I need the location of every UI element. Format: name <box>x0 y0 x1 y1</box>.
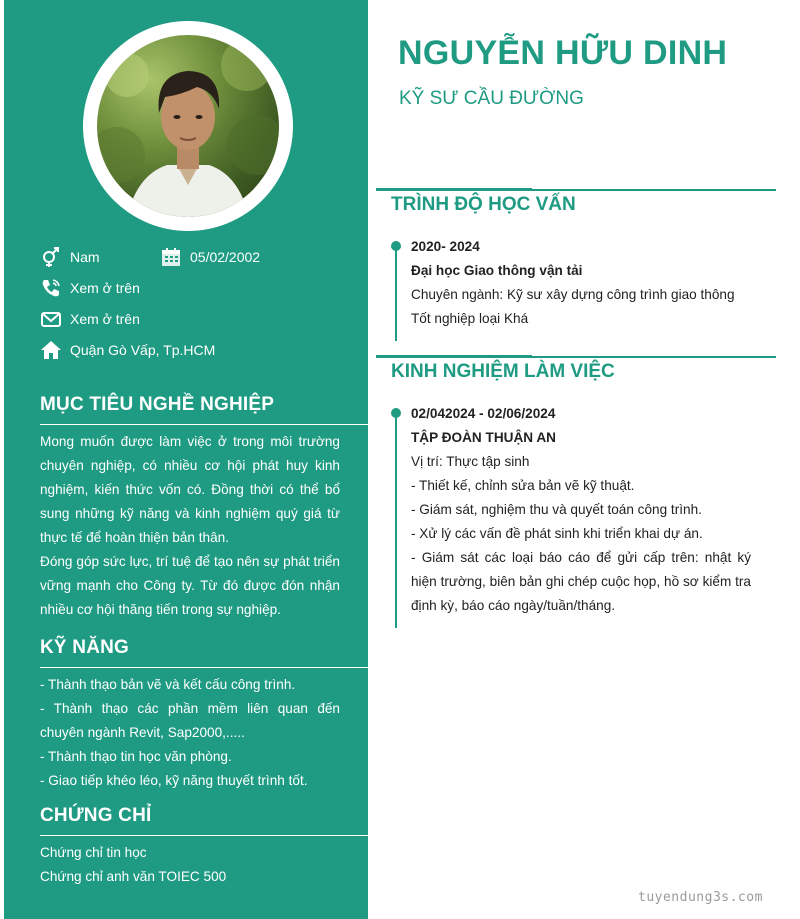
certificates-rule <box>40 835 372 836</box>
skills-title: KỸ NĂNG <box>40 637 130 658</box>
phone-value: Xem ở trên <box>70 280 140 296</box>
education-grade: Tốt nghiệp loại Khá <box>411 311 529 326</box>
experience-timeline-dot <box>391 408 401 418</box>
certificates-list <box>40 841 340 889</box>
gender-icon <box>40 246 62 268</box>
certificate-item: Chứng chỉ tin học <box>40 845 147 860</box>
address-value: Quận Gò Vấp, Tp.HCM <box>70 342 216 358</box>
education-rule-accent <box>376 188 532 191</box>
email-row <box>40 308 140 330</box>
avatar <box>97 35 279 217</box>
avatar-frame <box>83 21 293 231</box>
objective-paragraph: Mong muốn được làm việc ở trong môi trường chuyên nghiệp, có nhiều cơ hội phát huy kinh nghiệm, kiến thức vốn có. Đồng thời có thể bổ sung những kỹ năng và kinh nghiệm quý giá từ thực tế để hoàn thiện bản thân. <box>40 434 340 545</box>
education-period: 2020- 2024 <box>411 239 480 254</box>
experience-entry <box>411 402 751 618</box>
objective-paragraph: Đóng góp sức lực, trí tuệ để tạo nên sự phát triển vững mạnh cho Công ty. Từ đó được đón nhận nhiều cơ hội thăng tiến trong sự nghiệp. <box>40 554 340 617</box>
sidebar <box>4 0 368 919</box>
experience-timeline <box>395 412 397 628</box>
certificates-title: CHỨNG CHỈ <box>40 805 152 826</box>
experience-duty: - Xử lý các vấn đề phát sinh khi triển khai dự án. <box>411 526 703 541</box>
experience-duty: - Thiết kế, chỉnh sửa bản vẽ kỹ thuật. <box>411 478 635 493</box>
education-title: TRÌNH ĐỘ HỌC VẤN <box>391 194 576 215</box>
education-school: Đại học Giao thông vận tải <box>411 263 583 278</box>
experience-company: TẬP ĐOÀN THUẬN AN <box>411 430 556 445</box>
education-entry <box>411 235 751 331</box>
objective-rule <box>40 424 372 425</box>
skills-list <box>40 673 340 793</box>
education-major: Chuyên ngành: Kỹ sư xây dựng công trình giao thông <box>411 287 735 302</box>
email-icon <box>40 308 62 330</box>
home-icon <box>40 339 62 361</box>
phone-row <box>40 277 140 299</box>
calendar-icon <box>160 246 182 268</box>
objective-text <box>40 430 340 622</box>
address-row <box>40 339 215 361</box>
education-timeline-dot <box>391 241 401 251</box>
candidate-name: NGUYỄN HỮU DINH <box>398 34 728 72</box>
experience-period: 02/042024 - 02/06/2024 <box>411 406 556 421</box>
education-timeline <box>395 245 397 341</box>
experience-duty: - Giám sát, nghiệm thu và quyết toán công trình. <box>411 502 702 517</box>
objective-title: MỤC TIÊU NGHỀ NGHIỆP <box>40 394 275 415</box>
skill-item: - Thành thạo bản vẽ và kết cấu công trình. <box>40 677 296 692</box>
birthday-row <box>160 246 260 268</box>
experience-title: KINH NGHIỆM LÀM VIỆC <box>391 361 615 382</box>
experience-position: Vị trí: Thực tập sinh <box>411 454 530 469</box>
phone-icon <box>40 277 62 299</box>
gender-row <box>40 246 100 268</box>
gender-value: Nam <box>70 249 100 265</box>
skills-rule <box>40 667 372 668</box>
skill-item: - Thành thạo tin học văn phòng. <box>40 749 232 764</box>
email-value: Xem ở trên <box>70 311 140 327</box>
experience-duty: - Giám sát các loại báo cáo để gửi cấp trên: nhật ký hiện trường, biên bản ghi chép cuộc họp, hồ sơ kiểm tra định kỳ, báo cáo ngày/tuần/tháng. <box>411 550 751 613</box>
birthday-value: 05/02/2002 <box>190 249 261 265</box>
job-title: KỸ SƯ CẦU ĐƯỜNG <box>399 88 584 109</box>
certificate-item: Chứng chỉ anh văn TOIEC 500 <box>40 869 227 884</box>
experience-rule-accent <box>376 355 532 358</box>
watermark: tuyendung3s.com <box>638 890 763 905</box>
skill-item: - Thành thạo các phần mềm liên quan đến chuyên ngành Revit, Sap2000,..... <box>40 701 340 740</box>
skill-item: - Giao tiếp khéo léo, kỹ năng thuyết trình tốt. <box>40 773 308 788</box>
